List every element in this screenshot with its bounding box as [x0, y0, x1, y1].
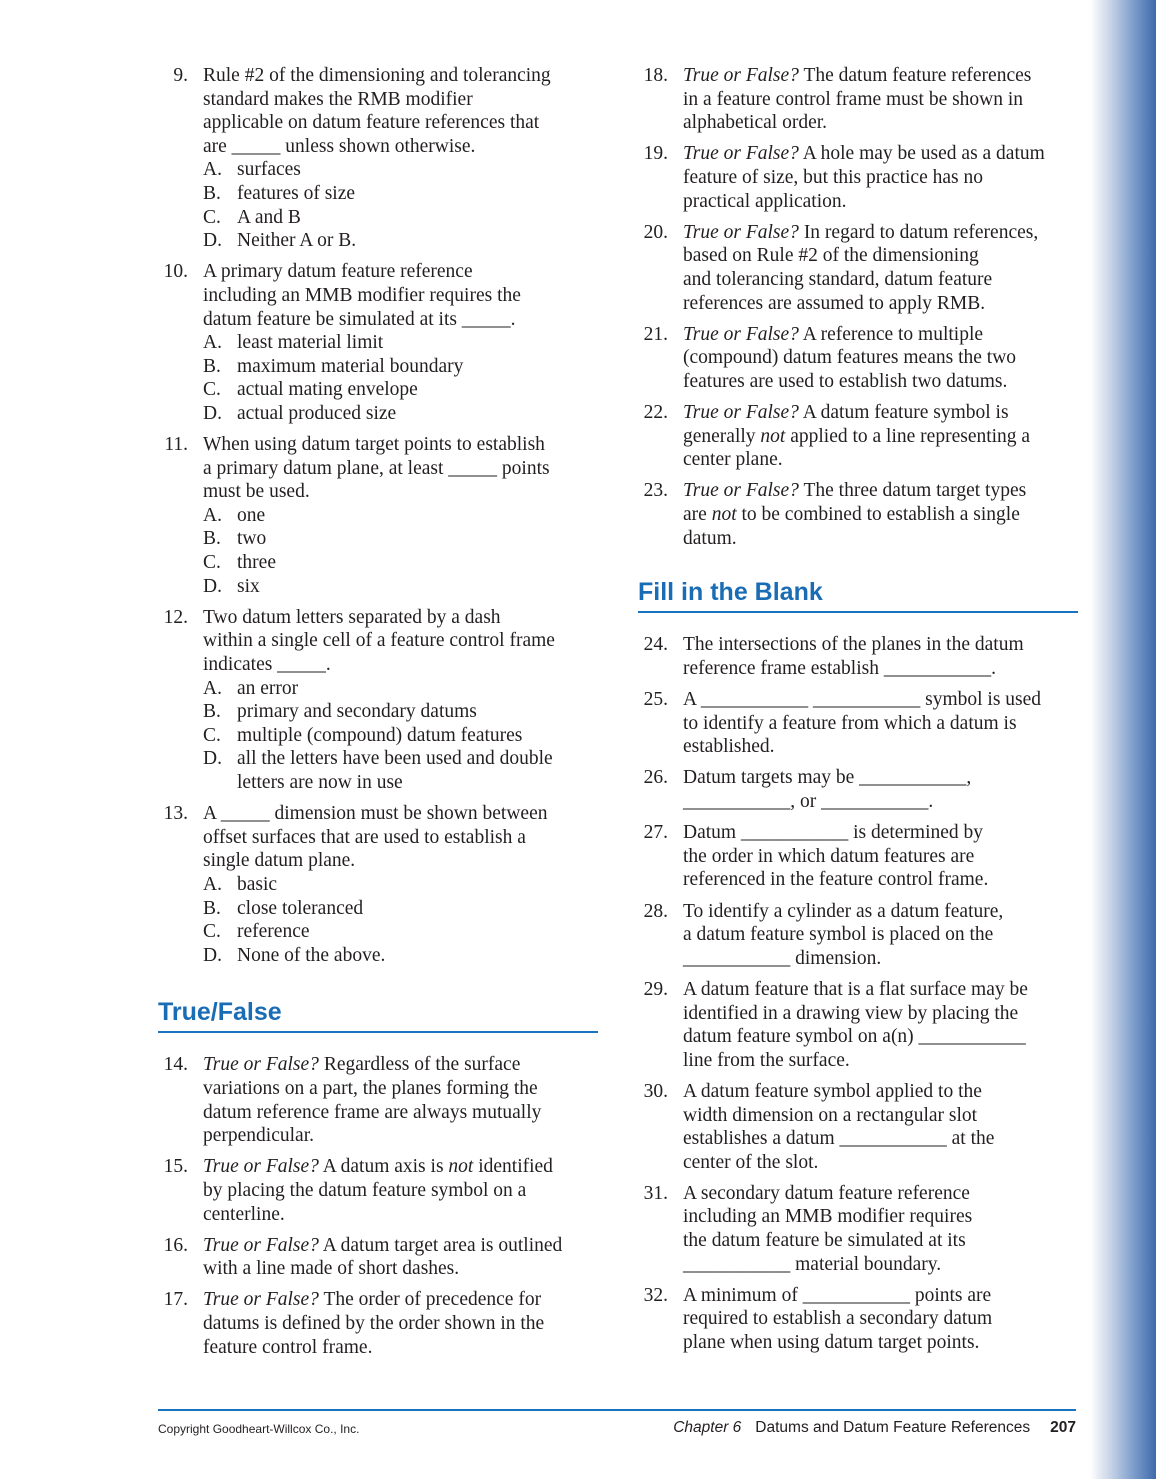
question-text-line: datum feature symbol on a(n) ___________ [683, 1026, 1026, 1048]
left-column [158, 64, 598, 1367]
option-text: actual produced size [237, 402, 397, 424]
option-letter: A. [203, 677, 222, 699]
question-number: 16. [163, 1234, 188, 1256]
question-text-line: including an MMB modifier requires [683, 1206, 973, 1228]
answer-option [203, 747, 598, 794]
question-number: 27. [643, 822, 668, 844]
option-text: three [237, 552, 276, 574]
option-letter: B. [203, 701, 221, 723]
question-item [638, 142, 1078, 213]
option-text: None of the above. [237, 944, 386, 966]
question-text-line: features are used to establish two datums. [683, 370, 1008, 392]
option-letter: C. [203, 724, 221, 746]
question-item [638, 1080, 1078, 1174]
option-letter: D. [203, 944, 222, 966]
question-number: 32. [643, 1284, 668, 1306]
question-number: 30. [643, 1080, 668, 1102]
question-text-line: in a feature control frame must be shown in [683, 88, 1024, 110]
page-edge-decoration [1090, 0, 1156, 1479]
question-text-line: by placing the datum feature symbol on a [203, 1179, 527, 1201]
question-item [638, 479, 1078, 550]
question-text-line: and tolerancing standard, datum feature [683, 268, 993, 290]
italic-text: True or False? [203, 1289, 319, 1311]
option-text: basic [237, 873, 278, 895]
question-text-line: width dimension on a rectangular slot [683, 1104, 978, 1126]
question-text-line: offset surfaces that are used to establish a [203, 826, 526, 848]
question-text-line: True or False? A datum target area is outlined [203, 1234, 563, 1256]
chapter-title: Datums and Datum Feature References [755, 1419, 1031, 1436]
question-number: 19. [643, 143, 668, 165]
question-number: 9. [173, 65, 188, 86]
questions-true-false [158, 1053, 598, 1359]
question-text-line: True or False? A datum axis is not identified [203, 1156, 553, 1178]
question-number: 21. [643, 323, 668, 345]
question-text-line: A ___________ ___________ symbol is used [683, 689, 1042, 711]
option-text: A and B [237, 206, 301, 228]
answer-option [203, 897, 598, 921]
question-number: 11. [164, 434, 188, 456]
answer-option [203, 378, 598, 402]
answer-option [203, 677, 598, 701]
question-text-line: established. [683, 736, 775, 758]
question-number: 18. [643, 65, 668, 86]
option-text: multiple (compound) datum features [237, 724, 523, 746]
question-item [158, 260, 598, 425]
question-text-line: practical application. [683, 190, 847, 212]
italic-text: True or False? [203, 1234, 319, 1256]
option-letter: D. [203, 575, 222, 597]
question-text-line: reference frame establish ___________. [683, 657, 996, 679]
question-number: 31. [643, 1182, 668, 1204]
question-text-line: indicates _____. [203, 654, 331, 676]
option-text: six [237, 575, 260, 597]
option-letter: D. [203, 748, 222, 770]
italic-text: not [448, 1156, 474, 1178]
section-heading-fill-in-the-blank: Fill in the Blank [638, 577, 1078, 613]
italic-text: True or False? [683, 480, 799, 502]
question-item [638, 688, 1078, 759]
answer-option [203, 920, 598, 944]
question-item [158, 433, 598, 598]
answer-option [203, 182, 598, 206]
question-text-line: line from the surface. [683, 1049, 850, 1071]
question-text-line: To identify a cylinder as a datum feature, [683, 900, 1004, 922]
question-text-line: plane when using datum target points. [683, 1332, 980, 1354]
answer-option [203, 551, 598, 575]
question-text-line: (compound) datum features means the two [683, 347, 1017, 369]
question-text-line: based on Rule #2 of the dimensioning [683, 245, 979, 267]
question-text-line: including an MMB modifier requires the [203, 284, 521, 306]
italic-text: True or False? [683, 221, 799, 243]
question-text-line: perpendicular. [203, 1125, 314, 1147]
question-text-line: the order in which datum features are [683, 845, 975, 867]
question-item [158, 802, 598, 967]
option-text: one [237, 504, 266, 526]
option-letter: A. [203, 159, 222, 181]
option-text: features of size [237, 182, 356, 204]
question-item [158, 1053, 598, 1147]
question-text-line: references are assumed to apply RMB. [683, 292, 986, 314]
question-text-line: A secondary datum feature reference [683, 1182, 970, 1204]
question-text-line: feature control frame. [203, 1336, 373, 1358]
question-number: 28. [643, 900, 668, 922]
question-text-line: When using datum target points to establish [203, 434, 545, 456]
question-number: 22. [643, 402, 668, 424]
question-text-line: A datum feature symbol applied to the [683, 1080, 982, 1102]
question-item [638, 766, 1078, 813]
question-number: 15. [163, 1156, 188, 1178]
questions-fill-in-the-blank [638, 633, 1078, 1354]
option-text: all the letters have been used and double [237, 748, 553, 770]
option-letter: A. [203, 873, 222, 895]
question-item [158, 1155, 598, 1226]
question-text-line: A _____ dimension must be shown between [203, 803, 548, 825]
question-text-line: identified in a drawing view by placing the [683, 1002, 1019, 1024]
italic-text: True or False? [203, 1054, 319, 1076]
question-text-line: datum. [683, 527, 737, 549]
answer-option [203, 504, 598, 528]
option-text: surfaces [237, 159, 301, 181]
option-letter: A. [203, 332, 222, 354]
question-text-line: Rule #2 of the dimensioning and tolerancing [203, 65, 551, 86]
question-item [158, 64, 598, 253]
question-text-line: True or False? The order of precedence for [203, 1289, 542, 1311]
option-text: reference [237, 921, 310, 943]
option-text: letters are now in use [237, 772, 403, 793]
question-number: 23. [643, 480, 668, 502]
answer-option [203, 158, 598, 182]
questions-multiple-choice [158, 64, 598, 967]
question-item [638, 978, 1078, 1072]
option-letter: B. [203, 528, 221, 550]
option-letter: A. [203, 504, 222, 526]
question-text-line: variations on a part, the planes forming the [203, 1077, 538, 1099]
question-text-line: a datum feature symbol is placed on the [683, 924, 994, 946]
question-text-line: A primary datum feature reference [203, 261, 473, 283]
question-text-line: with a line made of short dashes. [203, 1258, 460, 1280]
answer-option [203, 229, 598, 253]
question-number: 29. [643, 978, 668, 1000]
question-number: 17. [163, 1289, 188, 1311]
answer-option [203, 206, 598, 230]
right-column [638, 64, 1078, 1362]
question-number: 26. [643, 767, 668, 789]
question-text-line: Datum targets may be ___________, [683, 767, 972, 789]
question-item [158, 606, 598, 795]
italic-text: True or False? [683, 65, 799, 86]
question-text-line: datum reference frame are always mutually [203, 1101, 542, 1123]
question-number: 13. [163, 803, 188, 825]
question-text-line: centerline. [203, 1203, 285, 1225]
question-item [638, 323, 1078, 394]
question-text-line: are _____ unless shown otherwise. [203, 135, 476, 157]
question-item [638, 221, 1078, 315]
option-letter: C. [203, 379, 221, 401]
question-text-line: ___________ dimension. [683, 947, 882, 969]
option-letter: D. [203, 230, 222, 252]
question-text-line: A datum feature that is a flat surface may be [683, 978, 1028, 1000]
running-footer [673, 1419, 1076, 1437]
question-text-line: datum feature be simulated at its _____. [203, 308, 516, 330]
question-text-line: center plane. [683, 449, 783, 471]
option-letter: C. [203, 921, 221, 943]
answer-option [203, 402, 598, 426]
question-text-line: ___________ material boundary. [683, 1253, 942, 1275]
question-text-line: The intersections of the planes in the datum [683, 634, 1024, 656]
question-item [638, 633, 1078, 680]
questions-true-false-continued [638, 64, 1078, 550]
question-text-line: True or False? Regardless of the surface [203, 1054, 521, 1076]
question-text-line: within a single cell of a feature control frame [203, 630, 555, 652]
answer-option [203, 944, 598, 968]
question-text-line: to identify a feature from which a datum is [683, 712, 1017, 734]
option-text: close toleranced [237, 897, 364, 919]
answer-option [203, 355, 598, 379]
question-text-line: feature of size, but this practice has no [683, 166, 983, 188]
question-text-line: standard makes the RMB modifier [203, 88, 473, 110]
question-item [638, 64, 1078, 135]
question-number: 25. [643, 689, 668, 711]
option-text: an error [237, 677, 299, 699]
answer-option [203, 724, 598, 748]
italic-text: not [760, 425, 786, 447]
answer-option [203, 575, 598, 599]
option-text: Neither A or B. [237, 230, 357, 252]
question-text-line: referenced in the feature control frame. [683, 869, 989, 891]
italic-text: not [711, 504, 737, 526]
chapter-label: Chapter 6 [673, 1419, 742, 1436]
question-text-line: the datum feature be simulated at its [683, 1230, 966, 1252]
question-text-line: generally not applied to a line representing a [683, 425, 1031, 447]
question-item [638, 821, 1078, 892]
question-text-line: establishes a datum ___________ at the [683, 1128, 995, 1150]
italic-text: True or False? [683, 402, 799, 424]
answer-option [203, 331, 598, 355]
page-number: 207 [1050, 1419, 1076, 1436]
question-text-line: must be used. [203, 481, 310, 503]
question-item [158, 1288, 598, 1359]
section-heading-true-false: True/False [158, 997, 598, 1033]
option-letter: B. [203, 355, 221, 377]
option-letter: C. [203, 206, 221, 228]
question-text-line: True or False? A datum feature symbol is [683, 402, 1009, 424]
option-letter: B. [203, 897, 221, 919]
copyright-notice: Copyright Goodheart-Willcox Co., Inc. [158, 1422, 360, 1436]
italic-text: True or False? [203, 1156, 319, 1178]
question-text-line: single datum plane. [203, 850, 356, 872]
option-text: least material limit [237, 332, 384, 354]
question-item [638, 401, 1078, 472]
answer-option [203, 873, 598, 897]
question-number: 24. [643, 634, 668, 656]
option-letter: D. [203, 402, 222, 424]
question-text-line: True or False? The three datum target types [683, 480, 1027, 502]
question-text-line: a primary datum plane, at least _____ points [203, 457, 550, 479]
italic-text: True or False? [683, 323, 799, 345]
option-letter: C. [203, 552, 221, 574]
question-text-line: Datum ___________ is determined by [683, 822, 984, 844]
question-text-line: A minimum of ___________ points are [683, 1284, 992, 1306]
question-number: 14. [163, 1054, 188, 1076]
question-number: 20. [643, 221, 668, 243]
question-text-line: True or False? A hole may be used as a datum [683, 143, 1045, 165]
question-text-line: Two datum letters separated by a dash [203, 606, 501, 628]
answer-option [203, 700, 598, 724]
question-item [638, 1284, 1078, 1355]
italic-text: True or False? [683, 143, 799, 165]
footer-divider [158, 1409, 1076, 1411]
question-text-line: required to establish a secondary datum [683, 1308, 993, 1330]
option-text: primary and secondary datums [237, 701, 477, 723]
question-text-line: True or False? In regard to datum references, [683, 221, 1039, 243]
option-letter: B. [203, 182, 221, 204]
question-text-line: are not to be combined to establish a single [683, 504, 1020, 526]
question-text-line: ___________, or ___________. [683, 791, 934, 812]
question-item [158, 1234, 598, 1281]
answer-option [203, 527, 598, 551]
question-text-line: datums is defined by the order shown in the [203, 1313, 545, 1335]
question-text-line: True or False? The datum feature references [683, 65, 1032, 86]
question-item [638, 900, 1078, 971]
question-item [638, 1182, 1078, 1276]
question-number: 10. [163, 261, 188, 283]
option-text: two [237, 528, 267, 550]
option-text: actual mating envelope [237, 379, 418, 401]
question-text-line: applicable on datum feature references that [203, 112, 540, 134]
question-number: 12. [163, 606, 188, 628]
question-text-line: True or False? A reference to multiple [683, 323, 984, 345]
option-text: maximum material boundary [237, 355, 464, 377]
question-text-line: center of the slot. [683, 1151, 819, 1173]
question-text-line: alphabetical order. [683, 112, 828, 134]
